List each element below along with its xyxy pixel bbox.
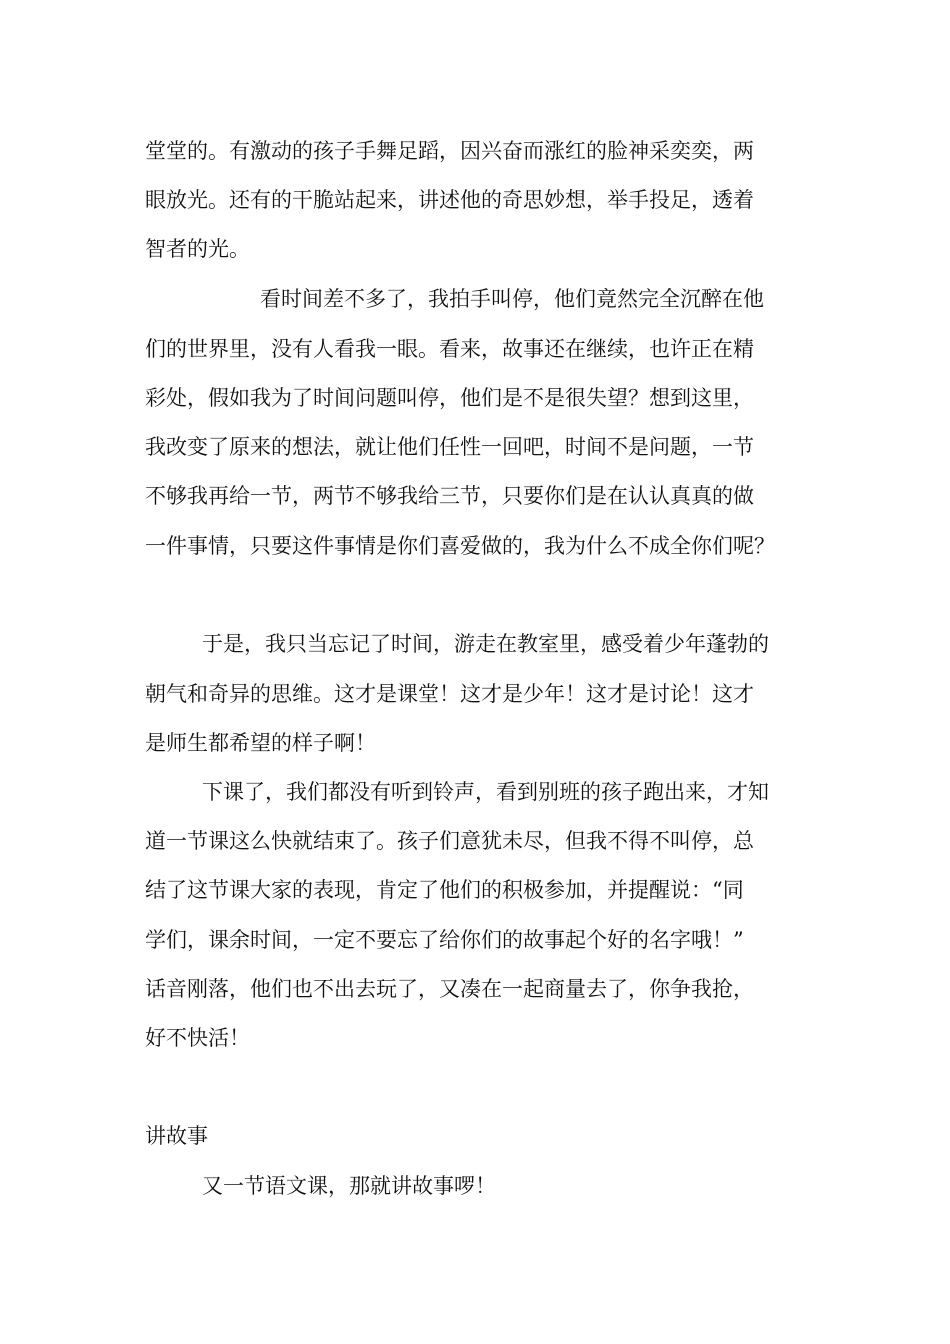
paragraph-4-line-3: 结了这节课大家的表现，肯定了他们的积极参加，并提醒说：“同 <box>145 878 744 902</box>
paragraph-2-line-5: 不够我再给一节，两节不够我给三节，只要你们是在认认真真的做 <box>145 484 754 508</box>
paragraph-2-line-2: 们的世界里，没有人看我一眼。看来，故事还在继续，也许正在精 <box>145 337 754 361</box>
paragraph-2-line-6: 一件事情，只要这件事情是你们喜爱做的，我为什么不成全你们呢？ <box>145 534 775 558</box>
paragraph-2-line-4: 我改变了原来的想法，就让他们任性一回吧，时间不是问题，一节 <box>145 435 754 459</box>
paragraph-3-line-2: 朝气和奇异的思维。这才是课堂！这才是少年！这才是讨论！这才 <box>145 682 754 706</box>
closing-paragraph: 又一节语文课，那就讲故事啰！ <box>202 1174 496 1198</box>
paragraph-3-line-3: 是师生都希望的样子啊！ <box>145 731 376 755</box>
paragraph-2-line-3: 彩处，假如我为了时间问题叫停，他们是不是很失望？想到这里， <box>145 386 754 410</box>
paragraph-4-line-4: 学们，课余时间，一定不要忘了给你们的故事起个好的名字哦！” <box>145 928 744 952</box>
paragraph-4-line-6: 好不快活！ <box>145 1026 250 1050</box>
paragraph-1-line-3: 智者的光。 <box>145 237 250 261</box>
paragraph-4-line-1: 下课了，我们都没有听到铃声，看到别班的孩子跑出来，才知 <box>202 780 769 804</box>
section-title: 讲故事 <box>145 1124 208 1148</box>
paragraph-1-line-1: 堂堂的。有激动的孩子手舞足蹈，因兴奋而涨红的脸神采奕奕，两 <box>145 139 754 163</box>
paragraph-2-line-1: 看时间差不多了，我拍手叫停，他们竟然完全沉醉在他 <box>260 287 764 311</box>
paragraph-4-line-5: 话音刚落，他们也不出去玩了，又凑在一起商量去了，你争我抢， <box>145 977 754 1001</box>
paragraph-4-line-2: 道一节课这么快就结束了。孩子们意犹未尽，但我不得不叫停，总 <box>145 829 754 853</box>
paragraph-3-line-1: 于是，我只当忘记了时间，游走在教室里，感受着少年蓬勃的 <box>202 632 769 656</box>
paragraph-1-line-2: 眼放光。还有的干脆站起来，讲述他的奇思妙想，举手投足，透着 <box>145 188 754 212</box>
